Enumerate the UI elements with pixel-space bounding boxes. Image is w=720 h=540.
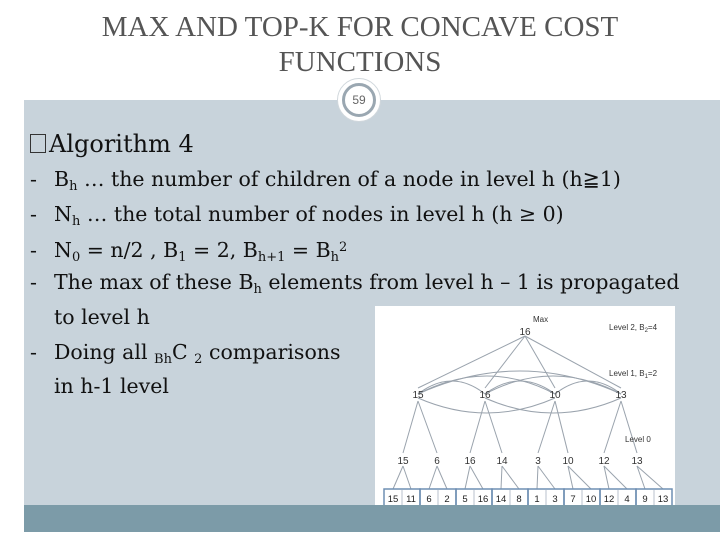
level1-node: 13 bbox=[615, 390, 627, 401]
level0-label: Level 0 bbox=[625, 435, 651, 444]
leaf-cell: 3 bbox=[552, 494, 558, 505]
leaf-cell: 8 bbox=[516, 494, 522, 505]
bullet-comparisons-continued: in h-1 level bbox=[54, 374, 169, 398]
tournament-tree-figure bbox=[375, 306, 675, 512]
leaf-cell: 9 bbox=[642, 494, 648, 505]
leaf-cell: 6 bbox=[426, 494, 432, 505]
leaf-cell: 5 bbox=[462, 494, 468, 505]
leaf-cell: 15 bbox=[387, 494, 399, 505]
slide-title-line2: FUNCTIONS bbox=[278, 46, 442, 78]
level0-node: 15 bbox=[397, 456, 409, 467]
max-label: Max bbox=[533, 315, 549, 324]
level0-nodes bbox=[397, 456, 643, 467]
slide-title bbox=[0, 10, 720, 80]
leaf-cell: 11 bbox=[406, 494, 416, 505]
level0-node: 10 bbox=[562, 456, 574, 467]
level0-node: 13 bbox=[631, 456, 643, 467]
bullet-propagation: - The max of these $B_h$ elements from level h – 1 is propagated bbox=[30, 270, 680, 297]
leaf-cell: 10 bbox=[585, 494, 597, 505]
level1-nodes bbox=[412, 390, 627, 401]
level1-node: 10 bbox=[549, 390, 561, 401]
dash-bullet-icon: - bbox=[30, 202, 37, 226]
slide-number: 59 bbox=[342, 83, 376, 117]
dash-bullet-icon: - bbox=[30, 238, 37, 262]
leaf-cell: 16 bbox=[477, 494, 489, 505]
leaf-cell: 7 bbox=[570, 494, 576, 505]
leaf-cell: 14 bbox=[495, 494, 507, 505]
footer-strip bbox=[24, 505, 720, 532]
algorithm-heading-text: Algorithm 4 bbox=[49, 130, 194, 158]
level0-node: 14 bbox=[496, 456, 508, 467]
leaf-cell: 12 bbox=[603, 494, 615, 505]
root-node: 16 bbox=[519, 327, 531, 338]
dash-bullet-icon: - bbox=[30, 167, 37, 191]
tree-svg bbox=[375, 306, 675, 512]
level1-node: 16 bbox=[479, 390, 491, 401]
level0-node: 3 bbox=[535, 456, 541, 467]
level1-node: 15 bbox=[412, 390, 424, 401]
leaf-cell: 1 bbox=[534, 494, 540, 505]
leaf-cell: 13 bbox=[657, 494, 669, 505]
slide-title-line1: MAX AND TOP-K FOR CONCAVE COST bbox=[101, 11, 619, 43]
level0-node: 12 bbox=[598, 456, 610, 467]
leaf-cell: 2 bbox=[444, 494, 450, 505]
level2-label: Level 2, $B_2=4$ bbox=[609, 323, 658, 334]
algorithm-heading bbox=[30, 130, 194, 158]
leaf-cell: 4 bbox=[624, 494, 630, 505]
level0-node: 6 bbox=[434, 456, 440, 467]
bullet-box-icon bbox=[30, 134, 46, 153]
bullet-bh-definition: - $B_h$ … the number of children of a node in level h (h≧1) bbox=[30, 167, 621, 194]
level1-label: Level 1, $B_1=2$ bbox=[609, 369, 658, 380]
bullet-nh-definition: - $N_h$ … the total number of nodes in level h (h ≥ 0) bbox=[30, 202, 564, 229]
bullet-recurrence: - $N_0 = n/2$ , $B_1 = 2$, $B_{h+1} = B_h^2$ bbox=[30, 238, 348, 265]
dash-bullet-icon: - bbox=[30, 340, 37, 364]
dash-bullet-icon: - bbox=[30, 270, 37, 294]
bullet-propagation-continued: to level h bbox=[54, 305, 150, 329]
bullet-comparisons: - Doing all $_{Bh}$C $_2$ comparisons bbox=[30, 340, 341, 367]
level0-node: 16 bbox=[464, 456, 476, 467]
